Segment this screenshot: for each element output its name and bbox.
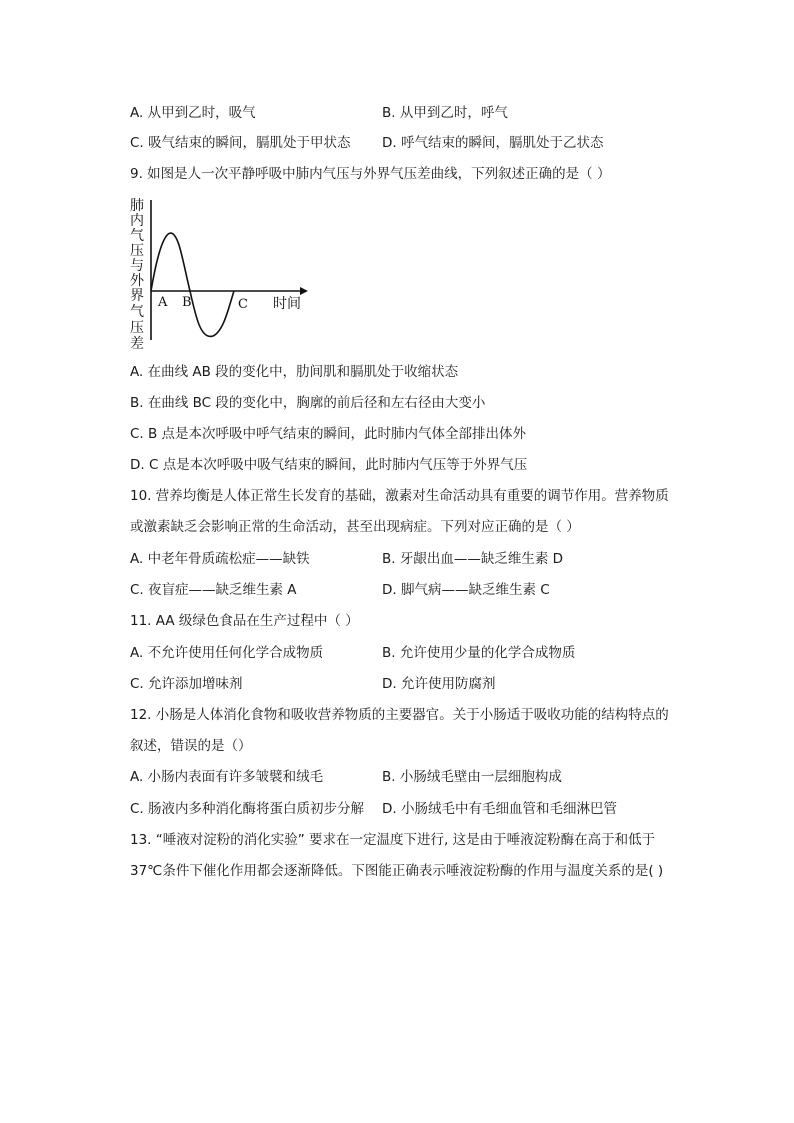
q9-pressure-curve-svg: [128, 190, 318, 355]
q13-stem-line1: 13. “唾液对淀粉的消化实验” 要求在一定温度下进行, 这是由于唾液淀粉酶在高于和低于: [130, 832, 656, 848]
q9-y-label-char-9: 压: [130, 320, 144, 336]
q8-option-b: B. 从甲到乙时，呼气: [382, 105, 508, 121]
q12-stem-line2: 叙述，错误的是（）: [130, 738, 252, 754]
q9-pressure-curve-figure: [128, 190, 318, 355]
q9-y-label-char-6: 外: [130, 273, 144, 289]
q12-option-a: A. 小肠内表面有许多皱襞和绒毛: [130, 769, 324, 785]
q9-option-d: D. C 点是本次呼吸中吸气结束的瞬间，此时肺内气压等于外界气压: [130, 457, 528, 473]
q12-option-c: C. 肠液内多种消化酶将蛋白质初步分解: [130, 801, 365, 817]
q12-option-d: D. 小肠绒毛中有毛细血管和毛细淋巴管: [382, 801, 617, 817]
q9-stem: 9. 如图是人一次平静呼吸中肺内气压与外界气压差曲线，下列叙述正确的是（ ）: [130, 166, 611, 182]
q9-option-b: B. 在曲线 BC 段的变化中，胸廓的前后径和左右径由大变小: [130, 395, 486, 411]
q11-option-a: A. 不允许使用任何化学合成物质: [130, 645, 324, 661]
q9-curve: [151, 233, 234, 336]
q9-point-a-label: A: [158, 295, 168, 310]
q11-option-b: B. 允许使用少量的化学合成物质: [382, 645, 576, 661]
q9-point-c-label: C: [238, 297, 248, 312]
q8-option-a: A. 从甲到乙时，吸气: [130, 105, 256, 121]
q9-y-label-char-2: 内: [130, 213, 144, 229]
q10-option-c: C. 夜盲症——缺乏维生素 A: [130, 582, 297, 598]
q9-point-b-label: B: [182, 295, 192, 310]
q9-y-label-char-1: 肺: [130, 198, 144, 214]
q10-option-b: B. 牙龈出血——缺乏维生素 D: [382, 551, 564, 567]
q9-option-a: A. 在曲线 AB 段的变化中，肋间肌和膈肌处于收缩状态: [130, 364, 459, 380]
q9-y-label-char-3: 气: [130, 228, 144, 244]
q9-y-label-char-5: 与: [130, 258, 144, 274]
q9-y-label-char-7: 界: [130, 288, 144, 304]
q10-option-d: D. 脚气病——缺乏维生素 C: [382, 582, 550, 598]
q10-stem-line2: 或激素缺乏会影响正常的生命活动，甚至出现病症。下列对应正确的是（ ）: [130, 519, 580, 535]
q12-option-b: B. 小肠绒毛壁由一层细胞构成: [382, 769, 562, 785]
q12-stem-line1: 12. 小肠是人体消化食物和吸收营养物质的主要器官。关于小肠适于吸收功能的结构特点的: [130, 707, 669, 723]
q13-stem-line2: 37℃条件下催化作用都会逐渐降低。下图能正确表示唾液淀粉酶的作用与温度关系的是( ): [130, 863, 664, 879]
q9-x-axis-label: 时间: [273, 296, 301, 312]
q9-y-label-char-8: 气: [130, 304, 144, 320]
q8-option-d: D. 呼气结束的瞬间，膈肌处于乙状态: [382, 135, 604, 151]
q10-stem-line1: 10. 营养均衡是人体正常生长发育的基础，激素对生命活动具有重要的调节作用。营养物质: [130, 488, 669, 504]
q9-x-axis-arrow: [300, 287, 308, 295]
q11-option-c: C. 允许添加增味剂: [130, 676, 243, 692]
q11-stem: 11. AA 级绿色食品在生产过程中（ ）: [130, 613, 359, 629]
q11-option-d: D. 允许使用防腐剂: [382, 676, 496, 692]
q8-option-c: C. 吸气结束的瞬间，膈肌处于甲状态: [130, 135, 351, 151]
q9-y-label-char-4: 压: [130, 243, 144, 259]
q9-y-label-char-10: 差: [130, 336, 144, 352]
q10-option-a: A. 中老年骨质疏松症——缺铁: [130, 551, 310, 567]
q9-option-c: C. B 点是本次呼吸中呼气结束的瞬间，此时肺内气体全部排出体外: [130, 426, 527, 442]
